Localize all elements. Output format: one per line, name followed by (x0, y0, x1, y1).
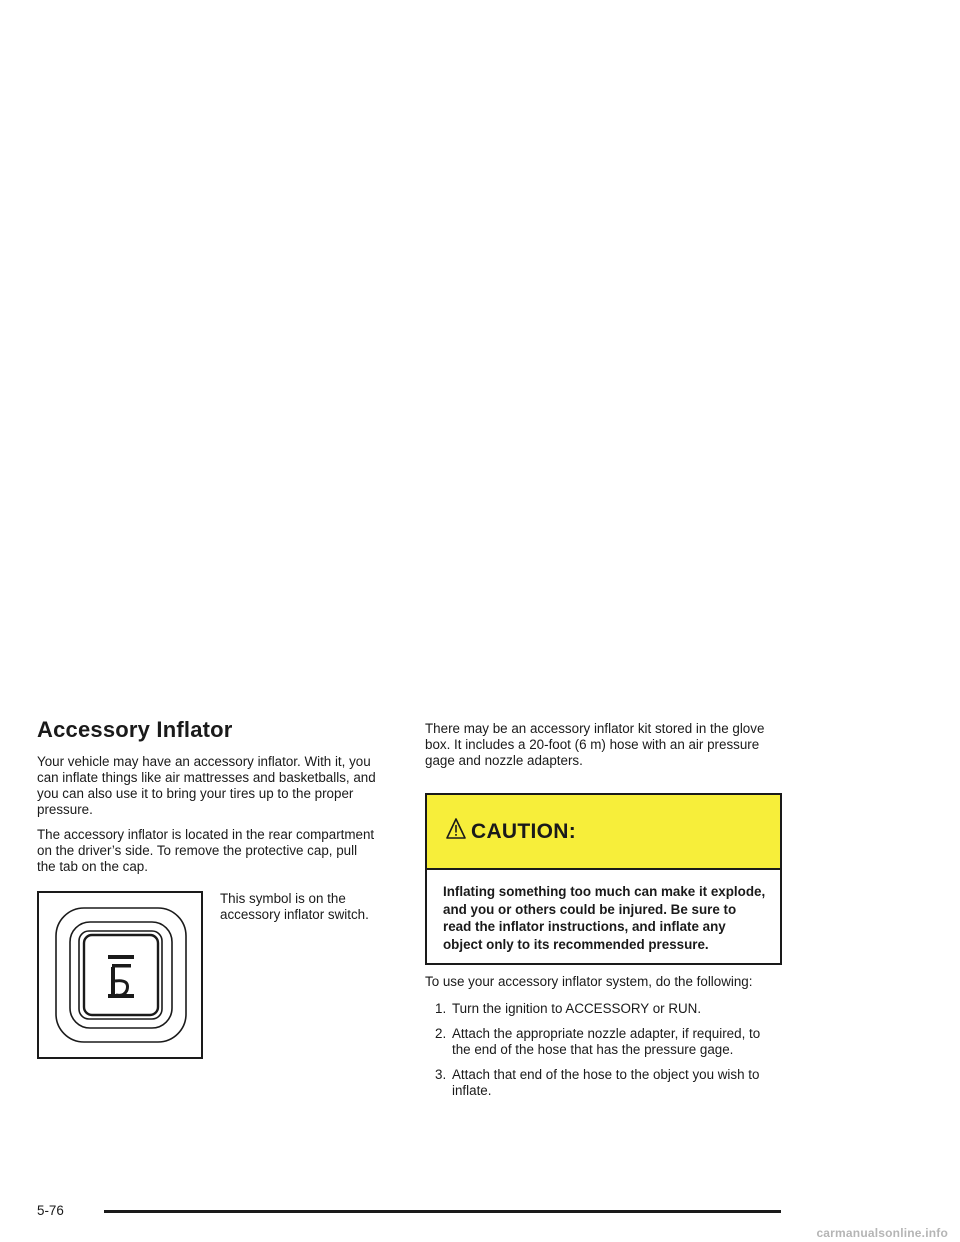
step-text: Attach that end of the hose to the object you wish to inflate. (452, 1067, 760, 1099)
watermark: carmanualsonline.info (816, 1226, 948, 1240)
step-text: Attach the appropriate nozzle adapter, if required, to the end of the hose that has the pressure gage. (452, 1026, 761, 1058)
inflator-switch-icon (39, 893, 201, 1057)
left-column (37, 716, 377, 1062)
step-number: 2. (435, 1026, 447, 1042)
right-column (425, 721, 782, 1108)
intro-paragraph: Your vehicle may have an accessory inflator. With it, you can inflate things like air mattresses and basketballs, and you can also use it to bring your tires up to the proper pressure. (37, 754, 376, 817)
step-number: 3. (435, 1067, 447, 1083)
caution-label: CAUTION: (471, 819, 577, 843)
page-number: 5-76 (37, 1203, 64, 1218)
caution-header (427, 795, 780, 870)
list-item (435, 1001, 782, 1017)
step-number: 1. (435, 1001, 447, 1017)
list-item (435, 1026, 782, 1058)
footer-rule (104, 1210, 781, 1213)
caution-text: Inflating something too much can make it explode, and you or others could be injured. Be sure to read the inflator instructions, and inflate any object only to its recommended pressure. (443, 884, 766, 952)
warning-triangle-icon (445, 817, 467, 841)
kit-paragraph: There may be an accessory inflator kit stored in the glove box. It includes a 20-foot (6 m) hose with an air pressure gage and nozzle adapters. (425, 721, 765, 768)
steps-list (425, 1001, 782, 1099)
section-title: Accessory Inflator (37, 717, 233, 742)
steps-intro: To use your accessory inflator system, do the following: (425, 974, 753, 990)
list-item (435, 1067, 782, 1099)
figure-row (37, 891, 377, 1062)
caution-body (427, 870, 780, 963)
step-text: Turn the ignition to ACCESSORY or RUN. (452, 1001, 702, 1017)
inflator-switch-figure (37, 891, 203, 1059)
location-paragraph: The accessory inflator is located in the rear compartment on the driver’s side. To remove the protective cap, pull the tab on the cap. (37, 827, 375, 874)
figure-caption: This symbol is on the accessory inflator switch. (220, 891, 369, 922)
caution-box (425, 793, 782, 965)
